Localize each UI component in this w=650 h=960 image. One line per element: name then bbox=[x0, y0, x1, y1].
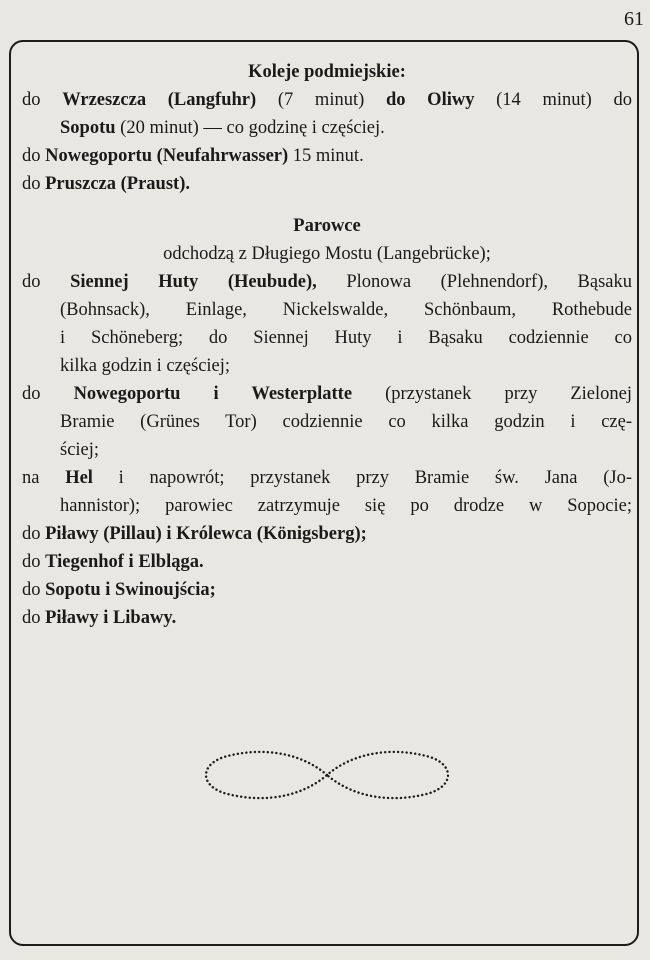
page-number: 61 bbox=[624, 8, 644, 30]
text: (20 minut) — co godzinę i częściej. bbox=[115, 118, 385, 138]
dotted-infinity-ornament-icon bbox=[204, 745, 450, 805]
steamer-line-cont: Bramie (Grünes Tor) codziennie co kilka godzin i czę- bbox=[60, 412, 632, 432]
text: do bbox=[22, 272, 71, 292]
place-name: Hel bbox=[65, 468, 93, 488]
section-title-steamers: Parowce bbox=[293, 216, 361, 236]
place-name: Pruszcza (Praust). bbox=[45, 174, 190, 194]
text: (14 minut) do bbox=[474, 90, 633, 110]
steamer-line-cont: kilka godzin i częściej; bbox=[60, 356, 231, 376]
text: na bbox=[22, 468, 66, 488]
text: do bbox=[22, 384, 74, 404]
steamer-line-cont: ściej; bbox=[60, 440, 100, 460]
text: do bbox=[22, 524, 46, 544]
place-name: Piławy i Libawy. bbox=[45, 608, 177, 628]
steamer-line-hel bbox=[22, 464, 632, 492]
text: do bbox=[22, 580, 46, 600]
place-name: Wrzeszcza (Langfuhr) bbox=[62, 90, 257, 110]
text: i napowrót; przystanek przy Bramie św. Jana (Jo- bbox=[92, 468, 632, 488]
text: Plonowa (Plehnendorf), Bąsaku bbox=[316, 272, 633, 292]
steamer-intro: odchodzą z Długiego Mostu (Langebrücke); bbox=[163, 244, 491, 264]
steamer-line-swinoujscie bbox=[22, 576, 632, 604]
page-content bbox=[22, 58, 632, 632]
steamer-line-sienna-huta bbox=[22, 268, 632, 296]
place-name: Tiegenhof i Elbląga. bbox=[45, 552, 204, 572]
steamer-line-pillau bbox=[22, 520, 632, 548]
place-name: do Oliwy bbox=[385, 90, 475, 110]
place-name: Nowegoportu (Neufahrwasser) bbox=[45, 146, 289, 166]
place-name: Sopotu i Swinoujścia; bbox=[45, 580, 216, 600]
steamer-line-cont: hannistor); parowiec zatrzymuje się po drodze w Sopocie; bbox=[60, 496, 632, 516]
text: 15 minut. bbox=[288, 146, 364, 166]
place-name: Sopotu bbox=[60, 118, 116, 138]
text: do bbox=[22, 90, 63, 110]
steamer-line-cont: i Schöneberg; do Siennej Huty i Bąsaku codziennie co bbox=[60, 328, 632, 348]
steamer-line-cont: (Bohnsack), Einlage, Nickelswalde, Schönbaum, Rothebude bbox=[60, 300, 632, 320]
text: do bbox=[22, 146, 46, 166]
text: do bbox=[22, 174, 46, 194]
steamer-line-tiegenhof bbox=[22, 548, 632, 576]
steamer-line-westerplatte bbox=[22, 380, 632, 408]
rail-line-wrzeszcz bbox=[22, 86, 632, 114]
text: do bbox=[22, 552, 46, 572]
text: do bbox=[22, 608, 46, 628]
place-name: Siennej Huty (Heubude), bbox=[70, 272, 317, 292]
steamer-line-libawa bbox=[22, 604, 632, 632]
place-name: Piławy (Pillau) i Królewca (Königsberg); bbox=[45, 524, 367, 544]
rail-line-nowyport bbox=[22, 142, 632, 170]
section-title-suburban-rail: Koleje podmiejskie: bbox=[248, 62, 406, 82]
place-name: Nowegoportu i Westerplatte bbox=[73, 384, 353, 404]
rail-line-sopot bbox=[22, 114, 632, 142]
text: (7 minut) bbox=[256, 90, 386, 110]
rail-line-pruszcz bbox=[22, 170, 632, 198]
text: (przystanek przy Zielonej bbox=[352, 384, 633, 404]
